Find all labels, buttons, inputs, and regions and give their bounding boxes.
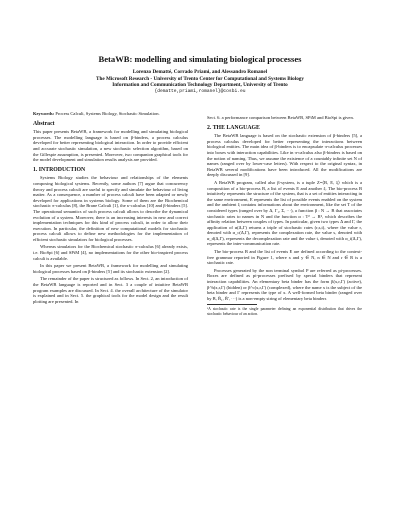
author-email: {dematte,priami,romanel}@cosbi.eu	[154, 88, 246, 94]
keywords	[33, 111, 188, 117]
paragraph: Systems Biology studies the behaviour and relationships of the elements composing biological systems. Recently, some authors [7] argue that concurrency theory and process calculi are useful to specify and simulate the behaviour of living matter. As a consequence, a number of process calculi have been adapted or newly developed for applications in systems biology. Some of them are the Biochemical stochastic π-calculus [8], the Brane Calculi [1], the κ-calculus [10] and β-binders [5]. The operational semantics of such process calculi allows to describe the dynamical evolution of a system. Moreover, there is an increasing interests in new and correct implementation techniques for this kind of process calculi, in order to allow their execution. In particular, the definition of new computational models for stochastic process calculi allows to define new methodologies for the implementation of efficient stochastic simulators for biological processes.	[33, 175, 188, 242]
paragraph: The remainder of the paper is structured as follows. In Sect. 2, an introduction of the BetaWB language is reported and in Sect. 3 a couple of intuitive BetaWB program examples are discussed. In Sect. 4. the overall architecture of the simulator is explained and in Sect. 5. the graphical tools for the model design and the result plotting are presented. In	[33, 276, 188, 304]
footnote-rule	[207, 304, 257, 305]
paragraph: The bio-process B and the list of events E are defined according to the context-free grammar reported in Figure 1, where x and y ∈ N, n ∈ N and r ∈ R is a stochastic rate.	[207, 249, 362, 266]
footnote: ¹A stochastic rate is the single parameter defining an exponential distribution that drives the stochastic behaviour of an action.	[207, 307, 362, 316]
section-1-heading: 1. INTRODUCTION	[33, 166, 86, 173]
author-names: Lorenzo Dematté, Corrado Priami, and Alessandro Romanel	[132, 69, 268, 75]
affiliation-2: Information and Communication Technology Department, University of Trento	[112, 82, 288, 89]
section-2-heading: 2. THE LANGUAGE	[207, 124, 260, 131]
abstract-text: This paper presents BetaWB, a framework for modelling and simulating biological processes. The modelling language is based on β-binders, a process calculus developed for better representing biological interaction. In order to provide efficient and accurate stochastic simulation, a new stochastic selection algorithm, based on the Gillespie assumption, is presented. Moreover, two companion graphical tools for the model development and simulation results analysis are provided.	[33, 129, 188, 163]
paragraph: A BetaWB program, called also β-system, is a tuple Z=⟨B, E, ξ⟩ which is a composition of a bio-process B, a list of events E and another ξ. The bio-process B intuitively represents the structure of the system, that is a set of entities interacting in the same environment, E represents the list of possible events enabled on the system and the ambient ξ contains informations about the environment, like the set T of the considered types (ranged over by Δ, Γ₁, Σ, ···), a function β : N → B that associates stochastic rates to names in N and the function α : T² → R³, which describes the affinity relation between couples of types. In particular, given two types Δ and Γ, the application of α(Δ,Γ) returns a triple of stochastic rates (r,s,t), where the value r, denoted with α_c(Δ,Γ), represents the complexation rate, the value s, denoted with α_d(Δ,Γ), represents the decomplexation rate and the value t, denoted with α_i(Δ,Γ), represents the inter-communication rate.	[207, 179, 362, 247]
keywords-text: Process Calculi, Systems Biology, Stochastic Simulation.	[55, 111, 160, 116]
left-column	[33, 111, 188, 306]
author-block	[0, 69, 400, 95]
keywords-label: Keywords:	[33, 111, 55, 116]
paragraph: Whereas simulators for the Biochemical stochastic π-calculus [6] already exists, i.e. BioSpi [6] and SPiM [4], no implementations for the other bio-inspired process calculi is available.	[33, 244, 188, 261]
paragraph: In this paper we present BetaWB, a framework for modelling and simulating biological processes based on β-binders [5] and its stochastic extension [2].	[33, 263, 188, 274]
paragraph: The BetaWB language is based on the stochastic extension of β-binders [5], a process calculus developed for better representing the interactions between biological entities. The main idea of β-binders is to encapsulate π-calculus processes into boxes with interaction capabilities. Like in π-calculus also β-binders is based on the notion of naming. Thus, we assume the existence of a countably infinite set N of names (ranged over by lower-case letters). With respect to the original syntax, in BetaWB several modifications have been introduced. All the modifications are deeply discussed in [9].	[207, 133, 362, 178]
right-column	[207, 115, 362, 317]
paragraph: Processes generated by the non terminal symbol P are referred as pi-processes. Boxes are defined as pi-processes prefixed by special binders that represent interaction capabilities. An elementary beta binder has the form β(x,r,Γ) (active), β^h(x,r,Γ) (hidden) or β^c(x,r,Γ) (complexed), where the name x is the subject of the beta binder and Γ represents the type of x. A well-formed beta binder (ranged over by B, B̄₁, B̄′, ···) is a non-empty string of elementary beta binders	[207, 267, 362, 301]
abstract-heading: Abstract	[33, 120, 55, 127]
paragraph: Sect. 6. a performance comparison between BetaWB, SPiM and BioSpi is given.	[207, 115, 354, 120]
paper-title: BetaWB: modelling and simulating biological processes	[98, 54, 302, 64]
affiliation-1: The Microsoft Research - University of Trento Center for Computational and Systems Biology	[96, 75, 304, 82]
